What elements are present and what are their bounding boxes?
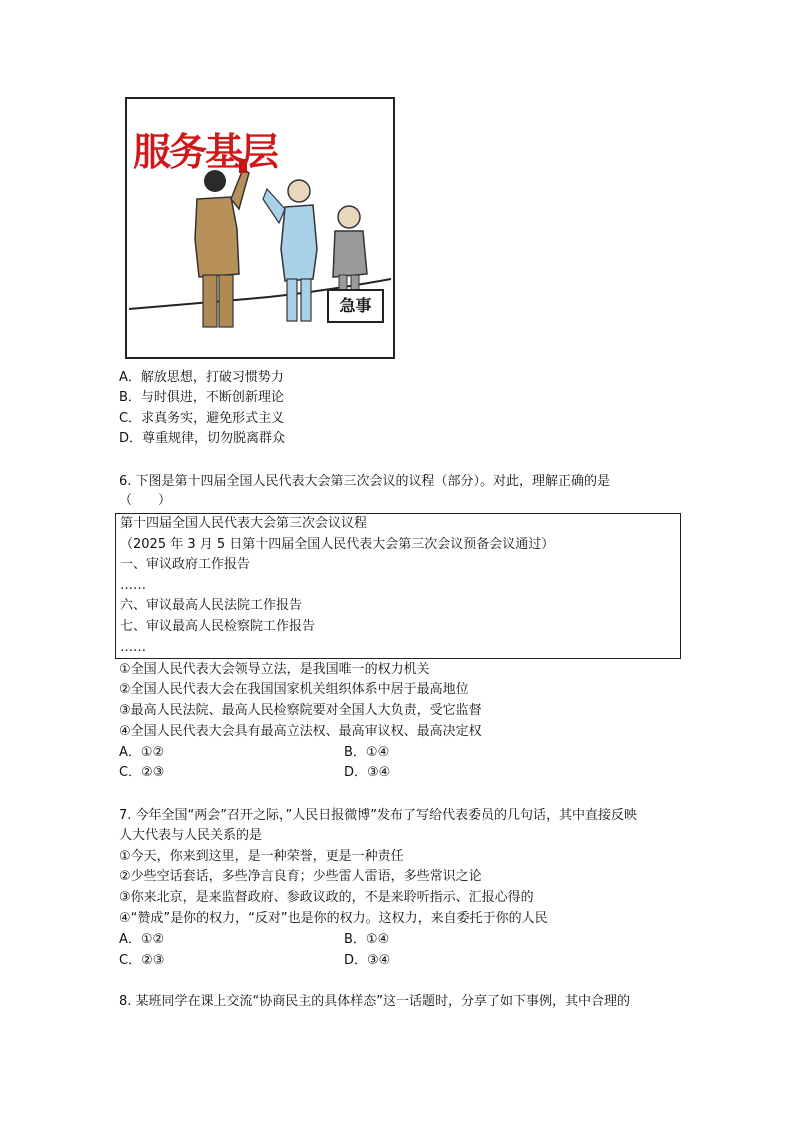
q6-option-b: B．①④ — [344, 745, 390, 760]
q6-stem: 6. 下图是第十四届全国人民代表大会第三次会议的议程（部分）。对此，理解正确的是 — [119, 474, 611, 489]
agenda-ellipsis-2: …… — [120, 640, 146, 655]
agenda-item-1: 一、审议政府工作报告 — [120, 557, 251, 572]
official-figure-left — [195, 159, 249, 327]
q6-option-c: C．②③ — [119, 765, 165, 780]
q7-stem-line2: 人大代表与人民关系的是 — [119, 828, 263, 843]
q7-option-d: D．③④ — [344, 953, 391, 968]
q5-option-a: A．解放思想，打破习惯势力 — [119, 370, 284, 385]
q6-statement-1: ①全国人民代表大会领导立法，是我国唯一的权力机关 — [119, 662, 430, 677]
q7-option-c: C．②③ — [119, 953, 165, 968]
q7-statement-1: ①今天，你来到这里，是一种荣誉，更是一种责任 — [119, 849, 404, 864]
q6-statement-3: ③最高人民法院、最高人民检察院要对全国人大负责，受它监督 — [119, 703, 482, 718]
official-figure-middle — [263, 180, 317, 321]
q5-option-d: D．尊重规律，切勿脱离群众 — [119, 431, 286, 446]
cartoon-title: 服务基层 — [133, 129, 278, 174]
q7-statement-4: ④“赞成”是你的权力，“反对”也是你的权力。这权力，来自委托于你的人民 — [119, 911, 548, 926]
urgent-sign: 急事 — [327, 289, 384, 323]
q7-stem: 7. 今年全国“两会”召开之际，”人民日报微博”发布了写给代表委员的几句话，其中直接反映 — [119, 808, 637, 823]
agenda-ellipsis-1: …… — [120, 578, 146, 593]
q5-option-c: C．求真务实，避免形式主义 — [119, 411, 285, 426]
q6-option-d: D．③④ — [344, 765, 391, 780]
q7-statement-3: ③你来北京，是来监督政府、参政议政的，不是来聆听指示、汇报心得的 — [119, 890, 534, 905]
cartoon-illustration — [125, 97, 395, 359]
agenda-title: 第十四届全国人民代表大会第三次会议议程 — [120, 516, 368, 531]
agenda-box — [115, 513, 681, 659]
q6-stem-paren: （ ） — [119, 493, 172, 508]
q6-option-a: A．①② — [119, 745, 165, 760]
q5-option-b: B．与时俱进，不断创新理论 — [119, 390, 284, 405]
q6-statement-4: ④全国人民代表大会具有最高立法权、最高审议权、最高决定权 — [119, 724, 482, 739]
q8-stem: 8. 某班同学在课上交流“协商民主的具体样态”这一话题时，分享了如下事例，其中合理的 — [119, 994, 631, 1009]
q7-option-b: B．①④ — [344, 932, 390, 947]
q7-option-a: A．①② — [119, 932, 165, 947]
agenda-subtitle: （2025 年 3 月 5 日第十四届全国人民代表大会第三次会议预备会议通过） — [120, 537, 555, 552]
q6-statement-2: ②全国人民代表大会在我国国家机关组织体系中居于最高地位 — [119, 682, 469, 697]
q7-statement-2: ②少些空话套话，多些净言良育；少些雷人雷语，多些常识之论 — [119, 869, 482, 884]
agenda-item-6: 六、审议最高人民法院工作报告 — [120, 598, 303, 613]
agenda-item-7: 七、审议最高人民检察院工作报告 — [120, 619, 316, 634]
